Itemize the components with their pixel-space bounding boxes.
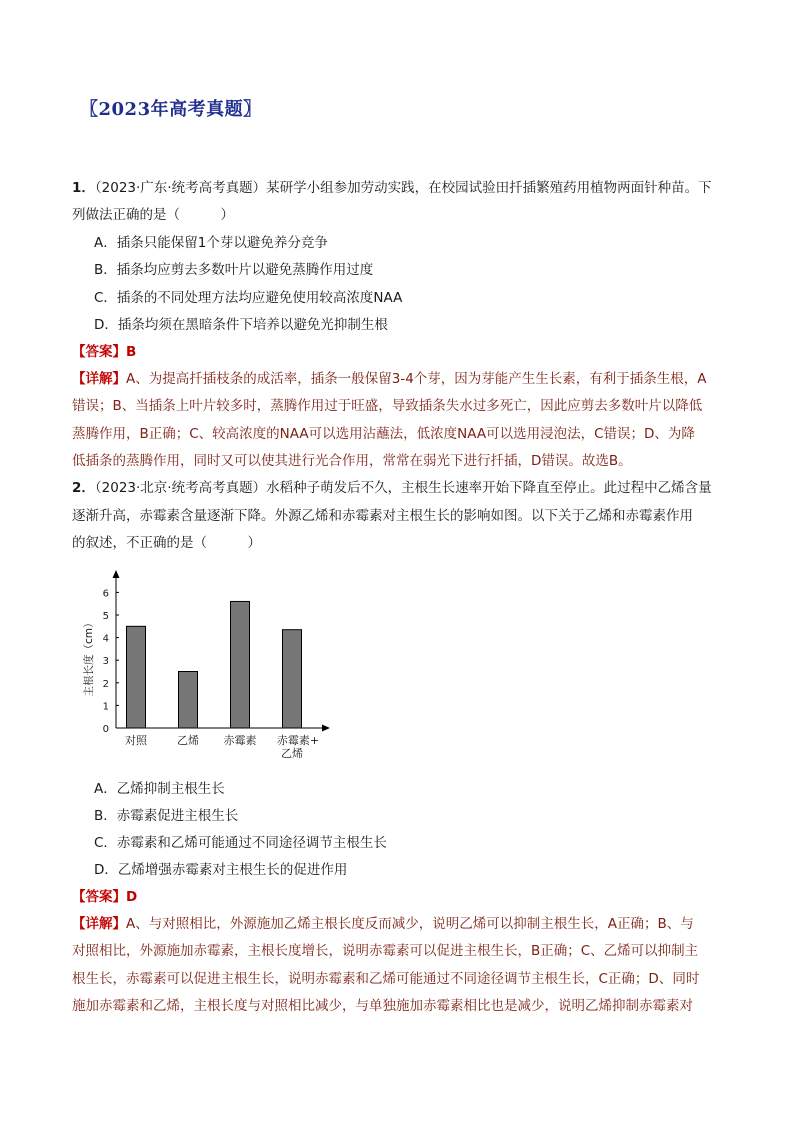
- y-tick-label: 6: [102, 588, 109, 600]
- q1-option-c: C．插条的不同处理方法均应避免使用较高浓度NAA: [94, 290, 403, 306]
- y-tick-label: 3: [102, 656, 109, 668]
- bar: [283, 630, 302, 728]
- y-tick-label: 4: [102, 633, 109, 645]
- q2-detail-line-3: 根生长，赤霉素可以促进主根生长，说明赤霉素和乙烯可能通过不同途径调节主根生长，C正确；D、同时: [72, 971, 700, 987]
- q1-detail-line-4: 低插条的蒸腾作用，同时又可以使其进行光合作用，常常在弱光下进行扦插，D错误。故选B。: [72, 453, 632, 469]
- x-tick-label: 乙烯: [281, 747, 303, 760]
- x-tick-label: 乙烯: [177, 734, 199, 747]
- q1-detail-text: A、为提高扦插枝条的成活率，插条一般保留3-4个芽，因为芽能产生生长素，有利于插条生根，A: [126, 371, 707, 387]
- q2-number: 2．: [72, 480, 95, 496]
- q2-answer-value: D: [126, 889, 138, 905]
- q2-detail-line-4: 施加赤霉素和乙烯，主根长度与对照相比减少，与单独施加赤霉素相比也是减少，说明乙烯抑制赤霉素对: [72, 998, 693, 1014]
- q2-answer: [72, 887, 137, 907]
- q1-option-d: D．插条均须在黑暗条件下培养以避免光抑制生根: [94, 317, 388, 333]
- q2-option-d: D．乙烯增强赤霉素对主根生长的促进作用: [94, 862, 348, 878]
- y-tick-label: 5: [102, 611, 109, 622]
- q1-detail-label: 【详解】: [72, 371, 126, 387]
- q2-option-a: A．乙烯抑制主根生长: [94, 781, 225, 797]
- q1-stem-text: 某研学小组参加劳动实践，在校园试验田扦插繁殖药用植物两面针种苗。下: [266, 180, 712, 196]
- y-tick-label: 0: [102, 724, 109, 735]
- y-tick-label: 2: [102, 678, 109, 690]
- y-axis-arrow: [113, 570, 120, 578]
- q2-detail-line-1: [72, 914, 694, 934]
- q2-stem-text: 水稻种子萌发后不久，主根生长速率开始下降直至停止。此过程中乙烯含量: [266, 480, 712, 496]
- q1-stem-line-1: [72, 178, 712, 198]
- bar-chart: [78, 568, 348, 768]
- q1-number: 1．: [72, 180, 95, 196]
- q1-detail-line-1: [72, 369, 707, 389]
- y-axis-label: 主根长度（cm）: [83, 617, 95, 697]
- q2-stem-line-1: [72, 478, 712, 498]
- q2-option-b: B．赤霉素促进主根生长: [94, 808, 239, 824]
- section-title: 〖2023年高考真题〗: [80, 99, 262, 120]
- y-tick-label: 1: [102, 701, 109, 713]
- bar: [127, 626, 146, 728]
- q2-stem-line-3: 的叙述，不正确的是（ ）: [72, 535, 261, 551]
- q2-detail-label: 【详解】: [72, 916, 126, 932]
- q1-answer-label: 【答案】: [72, 344, 126, 360]
- q1-detail-line-2: 错误；B、当插条上叶片较多时，蒸腾作用过于旺盛，导致插条失水过多死亡，因此应剪去多数叶片以降低: [72, 398, 703, 414]
- q2-detail-text: A、与对照相比，外源施加乙烯主根长度反而减少，说明乙烯可以抑制主根生长，A正确；B、与: [126, 916, 694, 932]
- q1-detail-line-3: 蒸腾作用，B正确；C、较高浓度的NAA可以选用沾蘸法，低浓度NAA可以选用浸泡法，C错误；D、为降: [72, 426, 695, 442]
- q2-stem-line-2: 逐渐升高，赤霉素含量逐渐下降。外源乙烯和赤霉素对主根生长的影响如图。以下关于乙烯和赤霉素作用: [72, 508, 693, 524]
- bar: [231, 601, 250, 728]
- q1-option-a: A．插条只能保留1个芽以避免养分竞争: [94, 235, 328, 251]
- x-tick-label: 赤霉素: [223, 734, 257, 747]
- q1-source: （2023·广东·统考高考真题）: [94, 180, 267, 196]
- q1-stem-line-2: 列做法正确的是（ ）: [72, 207, 234, 223]
- q2-answer-label: 【答案】: [72, 889, 126, 905]
- q2-detail-line-2: 对照相比，外源施加赤霉素，主根长度增长，说明赤霉素可以促进主根生长，B正确；C、乙烯可以抑制主: [72, 943, 699, 959]
- q1-option-b: B．插条均应剪去多数叶片以避免蒸腾作用过度: [94, 262, 374, 278]
- q2-option-c: C．赤霉素和乙烯可能通过不同途径调节主根生长: [94, 835, 387, 851]
- q1-answer-value: B: [126, 344, 137, 360]
- x-tick-label: 对照: [125, 734, 147, 747]
- q2-source: （2023·北京·统考高考真题）: [94, 480, 267, 496]
- x-tick-label: 赤霉素+: [276, 734, 320, 747]
- x-axis-arrow: [322, 725, 330, 732]
- q1-answer: [72, 342, 136, 362]
- bar: [179, 672, 198, 729]
